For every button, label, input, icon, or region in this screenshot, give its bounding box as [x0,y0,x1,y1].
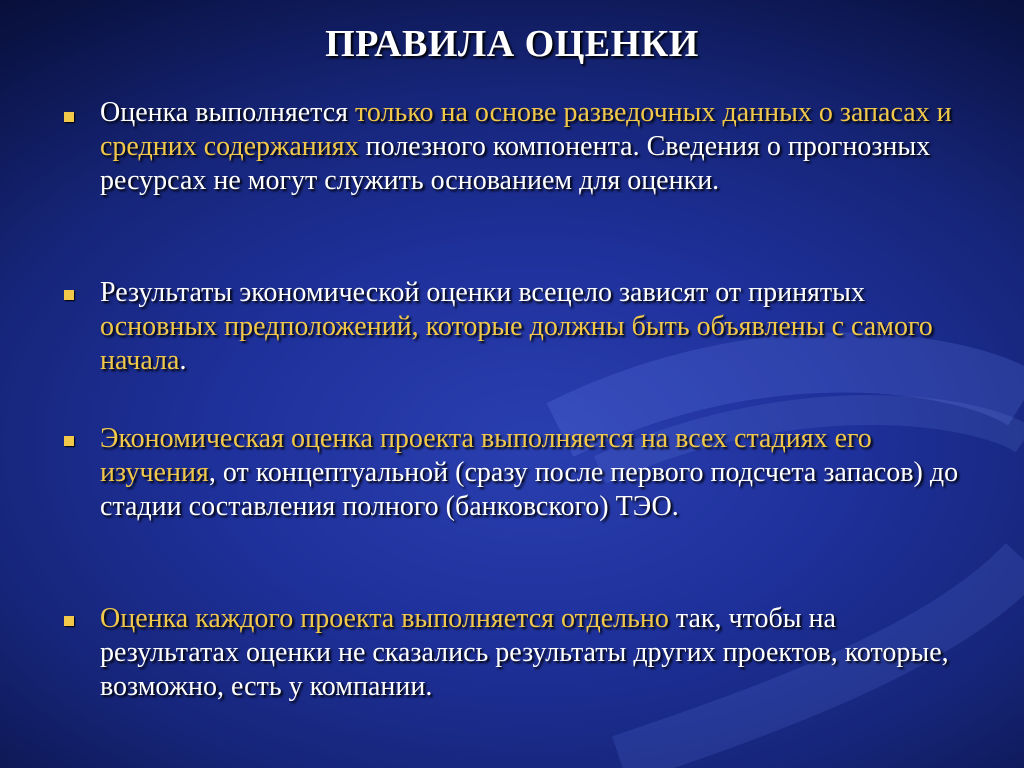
item-text: Результаты экономической оценки всецело зависят от принятых [100,277,865,308]
item-text: . [179,345,187,376]
bullet-item-1 [100,96,980,198]
item-text: так, чтобы на результатах оценки не сказались результаты других проектов, которые, возможно, есть у компании. [100,603,949,702]
bullet-marker [64,290,74,300]
item-highlight: только на основе разведочных данных о запасах и средних содержаниях [100,97,952,162]
item-highlight: Экономическая оценка проекта выполняется на всех стадиях его изучения [100,423,872,488]
bullet-marker [64,616,74,626]
bullet-marker [64,112,74,122]
item-text: Оценка выполняется [100,97,356,128]
bullet-item-4 [100,602,980,704]
item-highlight: Оценка каждого проекта выполняется отдельно [100,603,669,634]
slide-title: ПРАВИЛА ОЦЕНКИ [325,23,699,65]
item-highlight: основных предположений, которые должны быть объявлены с самого начала [100,311,933,376]
bullet-marker [64,436,74,446]
bullet-item-3 [100,422,980,524]
bullet-item-2 [100,276,980,378]
item-text: полезного компонента. Сведения о прогнозных ресурсах не могут служить основанием для оценки. [100,131,931,196]
item-text: , от концептуальной (сразу после первого подсчета запасов) до стадии составления полного (банковского) ТЭО. [100,457,959,522]
